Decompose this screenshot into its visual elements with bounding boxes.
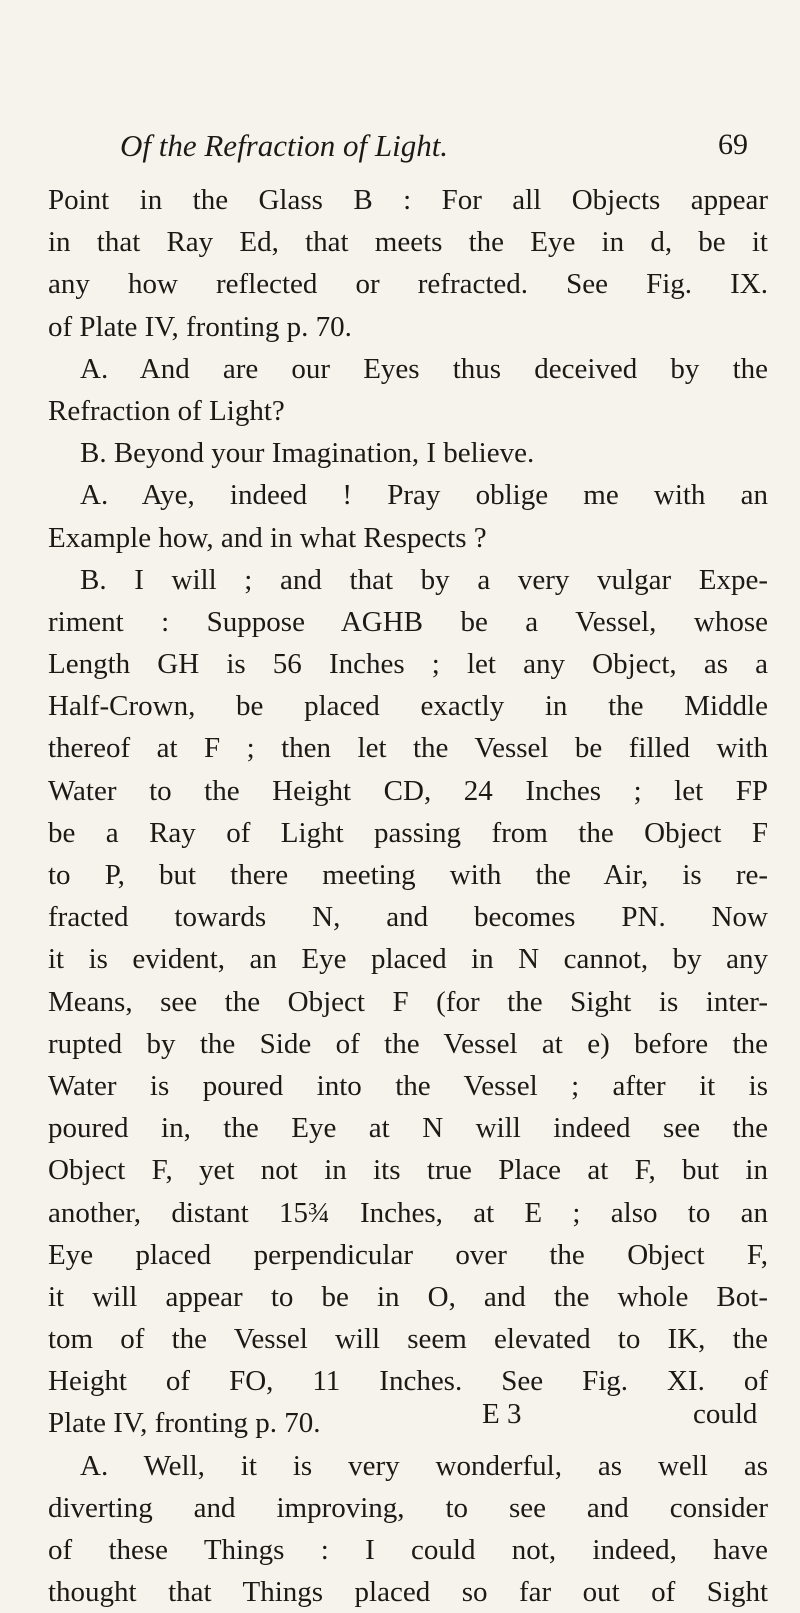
page-number: 69 [718, 128, 748, 161]
text-line: it will appear to be in O, and the whole Bot- [48, 1280, 768, 1313]
text-line: to P, but there meeting with the Air, is re- [48, 859, 768, 891]
text-line: rupted by the Side of the Vessel at e) before the [48, 1027, 768, 1060]
text-line: poured in, the Eye at N will indeed see the [48, 1112, 768, 1145]
text-line: Length GH is 56 Inches ; let any Object, as a [48, 648, 768, 681]
text-line: A. Aye, indeed ! Pray oblige me with an [80, 479, 768, 512]
text-line: of these Things : I could not, indeed, have [48, 1534, 768, 1566]
text-line: Eye placed perpendicular over the Object F, [48, 1238, 768, 1271]
text-line: Point in the Glass B : For all Objects appear [48, 184, 768, 216]
text-line: Object F, yet not in its true Place at F, but in [48, 1154, 768, 1187]
text-line: thereof at F ; then let the Vessel be filled with [48, 732, 768, 765]
text-line: B. I will ; and that by a very vulgar Expe- [80, 563, 768, 596]
text-line: it is evident, an Eye placed in N cannot, by any [48, 943, 768, 976]
text-line: A. And are our Eyes thus deceived by the [80, 352, 768, 385]
text-line: diverting and improving, to see and consider [48, 1491, 768, 1524]
text-line: Means, see the Object F (for the Sight is inter- [48, 985, 768, 1018]
text-line: any how reflected or refracted. See Fig. IX. [48, 268, 768, 301]
signature-mark: E 3 [482, 1398, 522, 1430]
text-line: riment : Suppose AGHB be a Vessel, whose [48, 605, 768, 638]
catchword: could [693, 1398, 758, 1430]
text-line: Half-Crown, be placed exactly in the Middle [48, 690, 768, 723]
text-line: of Plate IV, fronting p. 70. [48, 310, 352, 343]
text-line: Water to the Height CD, 24 Inches ; let FP [48, 774, 768, 807]
text-line: Water is poured into the Vessel ; after it is [48, 1069, 768, 1102]
text-line: fracted towards N, and becomes PN. Now [48, 901, 768, 934]
text-line: B. Beyond your Imagination, I believe. [80, 437, 535, 470]
page-header [0, 128, 800, 168]
text-line: A. Well, it is very wonderful, as well as [80, 1449, 768, 1482]
running-title: Of the Refraction of Light. [120, 128, 449, 163]
text-line: Plate IV, fronting p. 70. [48, 1407, 321, 1440]
text-line: Example how, and in what Respects ? [48, 521, 487, 554]
text-line: thought that Things placed so far out of Sight [48, 1576, 768, 1609]
text-line: Refraction of Light? [48, 394, 285, 427]
text-line: in that Ray Ed, that meets the Eye in d, be it [48, 226, 768, 259]
text-line: Height of FO, 11 Inches. See Fig. XI. of [48, 1365, 768, 1398]
text-line: tom of the Vessel will seem elevated to IK, the [48, 1323, 768, 1356]
text-line: another, distant 15¾ Inches, at E ; also to an [48, 1196, 768, 1229]
text-line: be a Ray of Light passing from the Object F [48, 816, 768, 849]
page-footer [0, 1398, 800, 1438]
